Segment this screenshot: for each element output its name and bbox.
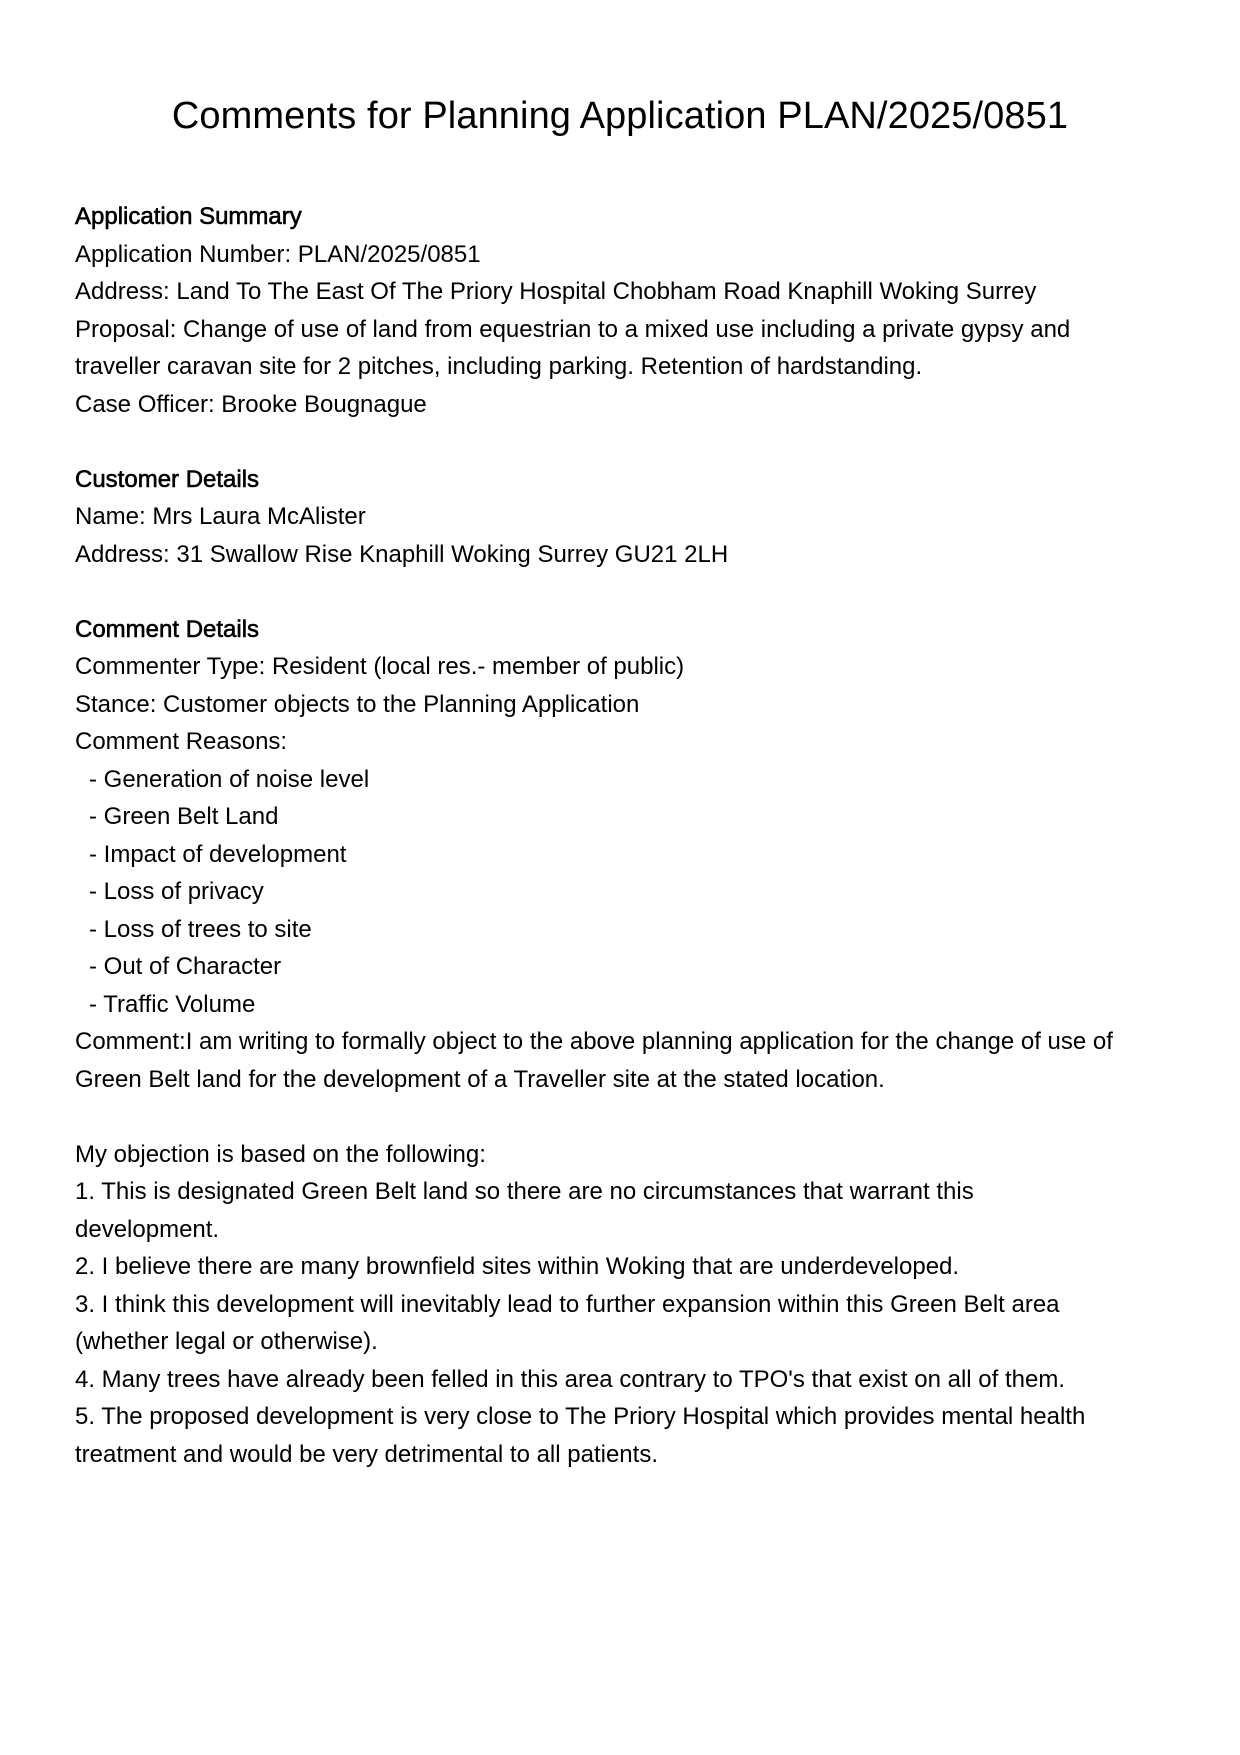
comment-details-section [75,611,1175,1474]
application-summary-heading: Application Summary [75,203,302,230]
list-item: - Generation of noise level [89,765,370,793]
comment-reasons-list [75,761,1175,1024]
list-item: - Green Belt Land [89,803,279,830]
application-address: Address: Land To The East Of The Priory Hospital Chobham Road Knaphill Woking Surrey [75,278,1037,305]
customer-details-heading: Customer Details [75,465,260,493]
commenter-type: Commenter Type: Resident (local res.- member of public) [75,653,685,680]
comment-details-heading: Comment Details [75,615,260,643]
list-item: - Loss of privacy [89,878,264,905]
page-title: Comments for Planning Application PLAN/2025/0851 [171,95,1069,137]
objection-point-4: 4. Many trees have already been felled in this area contrary to TPO's that exist on all of them. [75,1365,1065,1393]
customer-details-section [75,461,1175,574]
list-item: - Out of Character [89,953,282,980]
objection-point-1-line-1: 1. This is designated Green Belt land so there are no circumstances that warrant this [75,1178,974,1205]
objection-point-2: 2. I believe there are many brownfield sites within Woking that are underdeveloped. [75,1253,960,1280]
comment-line-2: Green Belt land for the development of a Traveller site at the stated location. [75,1065,885,1093]
objection-point-3-line-1: 3. I think this development will inevitably lead to further expansion within this Green Belt area [75,1290,1060,1318]
objection-point-5-line-1: 5. The proposed development is very close to The Priory Hospital which provides mental health [75,1403,1086,1430]
section-spacer [75,423,1175,461]
objection-point-1-line-2: development. [75,1215,220,1243]
proposal-line-2: traveller caravan site for 2 pitches, including parking. Retention of hardstanding. [75,353,923,380]
comment-reasons-label: Comment Reasons: [75,728,288,755]
objection-point-5-line-2: treatment and would be very detrimental to all patients. [75,1440,658,1468]
customer-address: Address: 31 Swallow Rise Knaphill Woking Surrey GU21 2LH [75,540,729,568]
comment-line-1: Comment:I am writing to formally object to the above planning application for the change of use of [75,1028,1113,1055]
application-number: Application Number: PLAN/2025/0851 [75,240,481,268]
objection-intro: My objection is based on the following: [75,1140,486,1168]
stance: Stance: Customer objects to the Planning Application [75,690,640,718]
list-item: - Loss of trees to site [89,915,312,943]
proposal-line-1: Proposal: Change of use of land from equestrian to a mixed use including a private gypsy and [75,315,1071,343]
objection-point-3-line-2: (whether legal or otherwise). [75,1328,378,1355]
list-item: - Traffic Volume [89,990,256,1018]
customer-name: Name: Mrs Laura McAlister [75,503,366,530]
section-spacer [75,573,1175,611]
application-summary-section [75,198,1175,423]
document-body [75,198,1175,1473]
list-item: - Impact of development [89,840,347,868]
paragraph-spacer [75,1098,1175,1136]
case-officer: Case Officer: Brooke Bougnague [75,390,427,418]
